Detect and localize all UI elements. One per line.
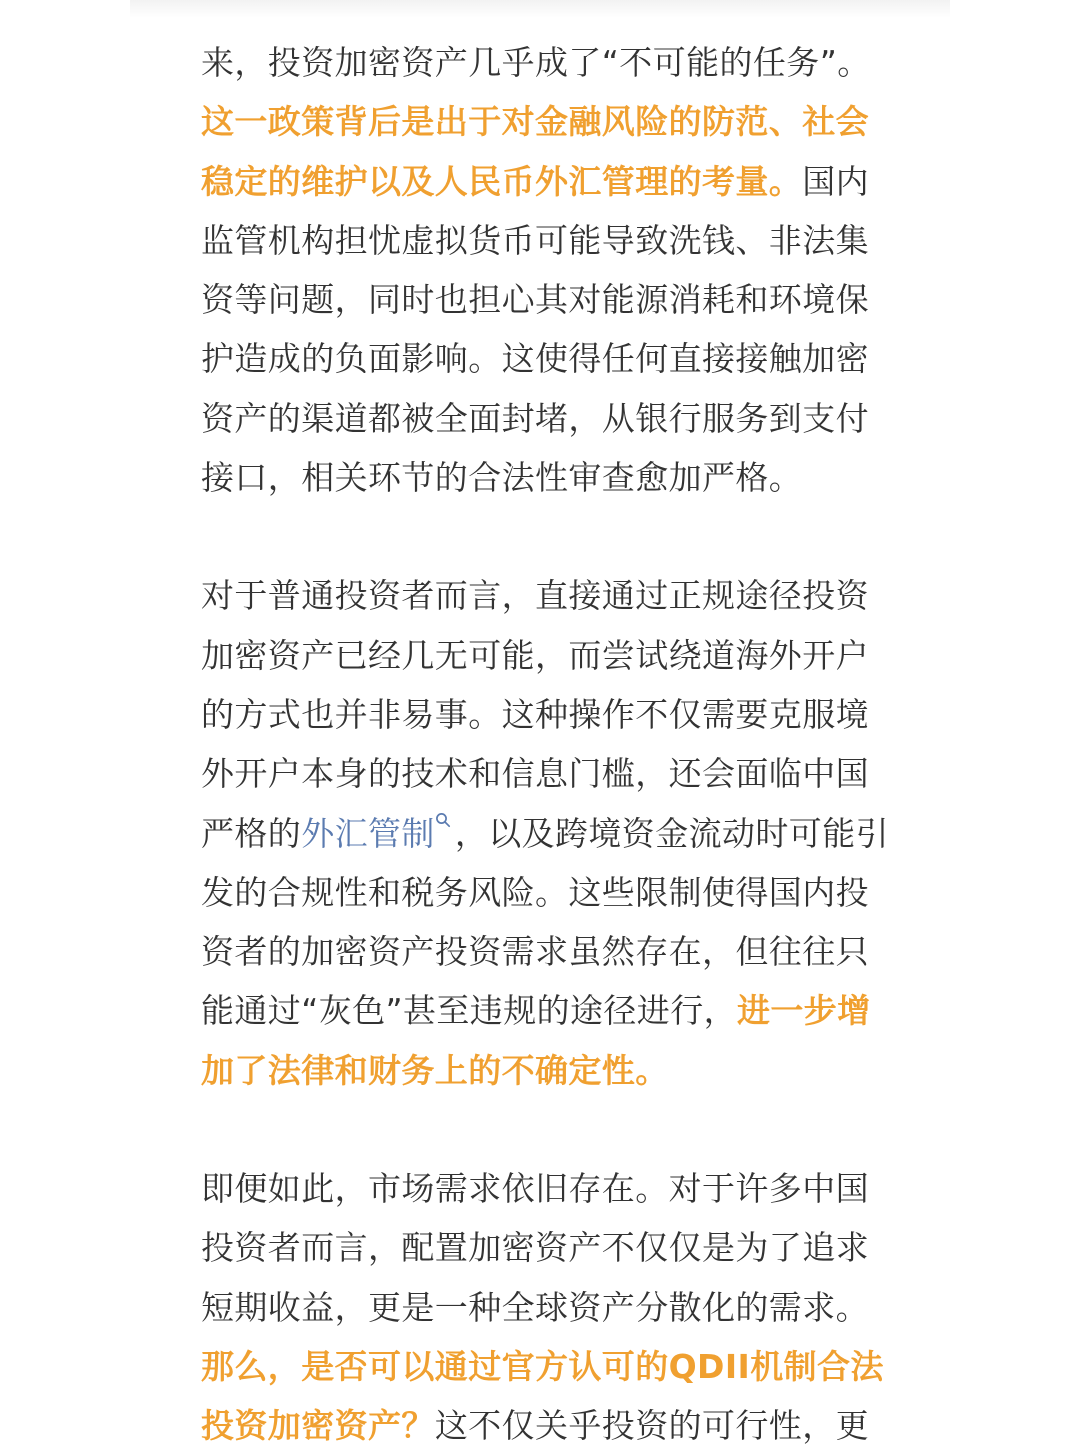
paragraph-3-highlight: 那么，是否可以通过官方认可的QDII机制合法投资加密资产？	[201, 1346, 884, 1446]
paragraph-3-text-b: 这不仅关乎投资的可行性，更	[434, 1406, 870, 1446]
top-shadow	[130, 0, 950, 18]
paragraph-2-highlight: 进一步增加了法律和财务上的不确定性。	[201, 991, 871, 1090]
paragraph-1	[201, 33, 891, 507]
paragraph-2	[201, 566, 891, 1100]
search-icon[interactable]	[435, 812, 451, 828]
forex-control-link[interactable]: 外汇管制	[301, 813, 435, 853]
paragraph-3	[201, 1159, 891, 1455]
paragraph-1-text-a: 来，投资加密资产几乎成了“不可能的任务”。	[201, 43, 871, 82]
paragraph-2-text-b: ，以及跨境资金流动时可能引发的合规性和税务风险。这些限制使得国内投资者的加密资产投资需求虽然存在，但往往只能通过“灰色”甚至违规的途径进行，	[201, 813, 890, 1031]
article-body	[201, 33, 891, 1456]
paragraph-1-highlight: 这一政策背后是出于对金融风险的防范、社会稳定的维护以及人民币外汇管理的考量。	[201, 102, 869, 201]
paragraph-1-text-b: 国内监管机构担忧虚拟货币可能导致洗钱、非法集资等问题，同时也担心其对能源消耗和环境保护造成的负面影响。这使得任何直接接触加密资产的渠道都被全面封堵，从银行服务到支付接口，相关环节的合法性审查愈加严格。	[201, 161, 870, 498]
paragraph-3-text-a: 即便如此，市场需求依旧存在。对于许多中国投资者而言，配置加密资产不仅仅是为了追求短期收益，更是一种全球资产分散化的需求。	[201, 1169, 869, 1327]
paragraph-2-text-a: 对于普通投资者而言，直接通过正规途径投资加密资产已经几无可能，而尝试绕道海外开户的方式也并非易事。这种操作不仅需要克服境外开户本身的技术和信息门槛，还会面临中国严格的	[201, 576, 869, 853]
